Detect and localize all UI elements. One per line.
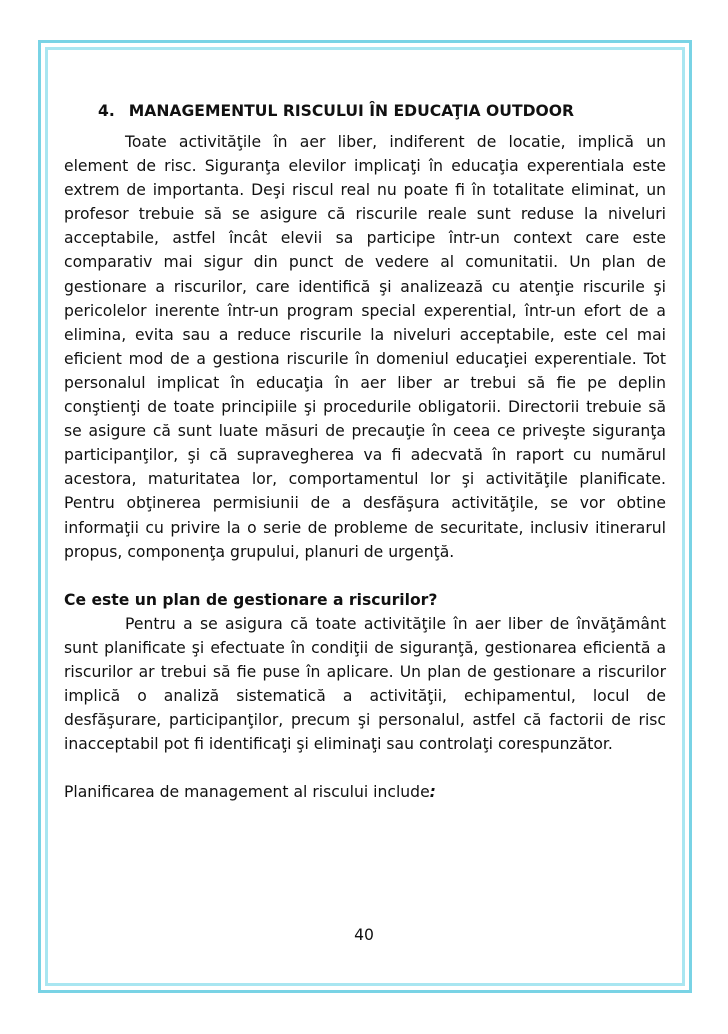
paragraph-plan: Pentru a se asigura că toate activităţile în aer liber de învăţământ sunt planificate şi efectuate în condiţii de siguranţă, gestionarea eficientă a riscurilor ar trebui să fie puse în aplicare. Un plan de gestionare a riscurilor implică o analiză sistematică a activităţii, echipamentul, locul de desfăşurare, participanţilor, precum şi personalul, astfel că factorii de risc inacceptabil pot fi identificaţi şi eliminaţi sau controlaţi corespunzător.: [64, 614, 666, 754]
page-number: 40: [354, 926, 374, 944]
final-line-text: Planificarea de management al riscului include: [64, 783, 430, 802]
subheading-question: Ce este un plan de gestionare a riscurilor?: [64, 590, 438, 609]
paragraph-intro: Toate activităţile în aer liber, indiferent de locatie, implică un element de risc. Siguranţa elevilor implicaţi în educaţia experentiala este extrem de importanta. Deşi riscul real nu poate fi în totalitate eliminat, un profesor trebuie să se asigure că riscurile reale sunt reduse la niveluri acceptabile, astfel încât elevii sa participe într-un context care este comparativ mai sigur din punct de vedere al comunitatii. Un plan de gestionare a riscurilor, care identifică şi analizează cu atenţie riscurile şi pericolelor inerente într-un program special experential, într-un efort de a elimina, evita sau a reduce riscurile la niveluri acceptabile, este cel mai eficient mod de a gestiona riscurile în domeniul educaţiei experentiale. Tot personalul implicat în educaţia în aer liber ar trebui să fie pe deplin conştienţi de toate principiile şi procedurile obligatorii. Directorii trebuie să se asigure că sunt luate măsuri de precauţie în ceea ce priveşte siguranţa participanţilor, şi că supravegherea va fi adecvată în raport cu numărul acestora, maturitatea lor, comportamentul lor şi activităţile planificate. Pentru obţinerea permisiunii de a desfăşura activităţile, se vor obtine informaţii cu privire la o serie de probleme de securitate, inclusiv itinerarul propus, componenţa grupului, planuri de urgenţă.: [64, 133, 666, 561]
section-title: MANAGEMENTUL RISCULUI ÎN EDUCAŢIA OUTDOOR: [128, 102, 575, 120]
section-heading: [98, 98, 666, 124]
document-body: [64, 98, 666, 804]
final-line-colon: :: [429, 783, 436, 802]
section-number: 4.: [98, 102, 115, 120]
final-line: [64, 780, 666, 804]
